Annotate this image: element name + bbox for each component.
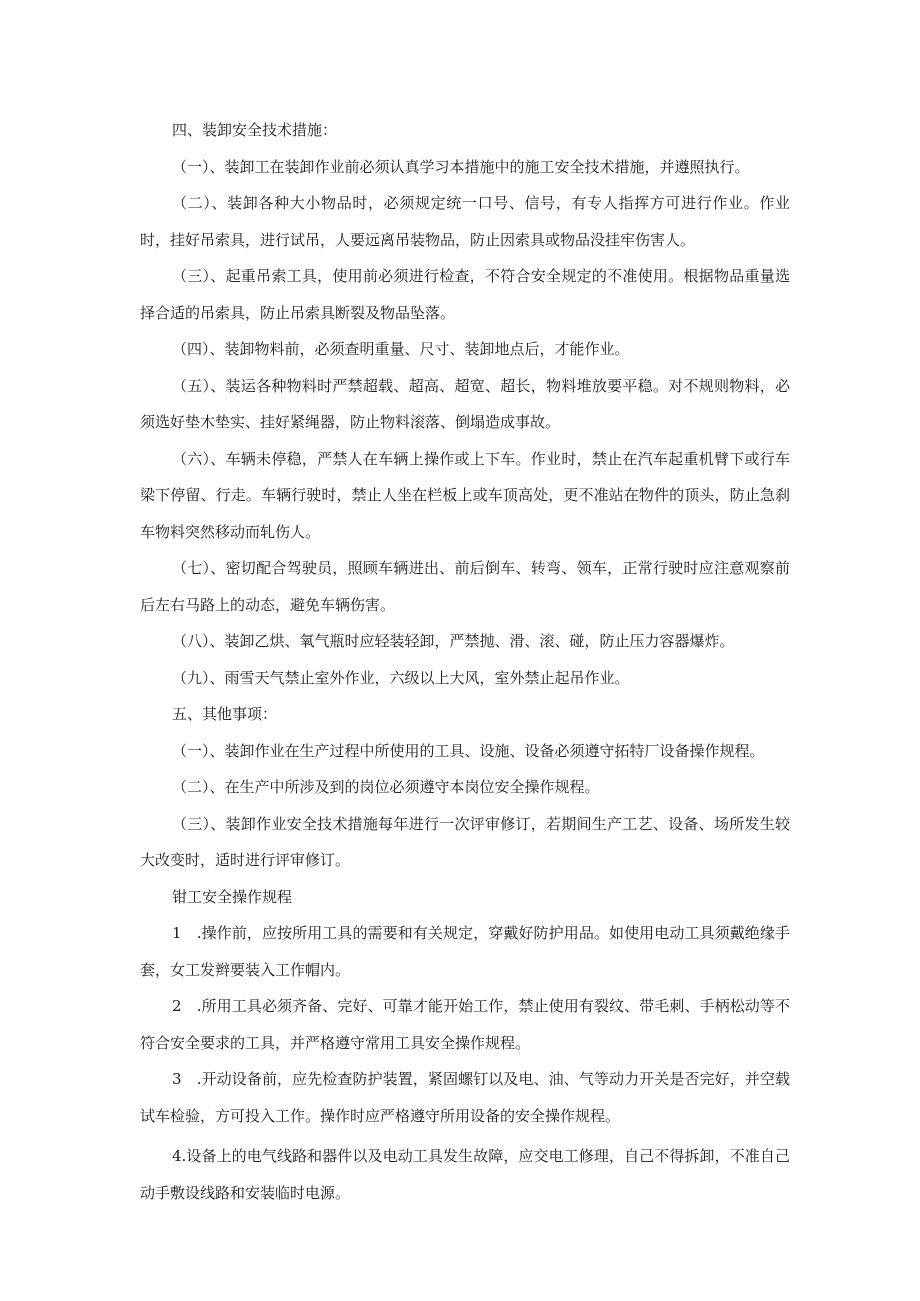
fitter-item-1: 1 .操作前，应按所用工具的需要和有关规定，穿戴好防护用品。如使用电动工具须戴绝缘手套，女工发辫要装入工作帽内。 <box>140 924 790 979</box>
section-4-item-6: （六）、车辆未停稳，严禁人在车辆上操作或上下车。作业时，禁止在汽车起重机臂下或行车梁下停留、行走。车辆行驶时，禁止人坐在栏板上或车顶高处，更不准站在物件的顶头，防止急刹车物料突然移动而轧伤人。 <box>140 449 790 541</box>
fitter-item-2: 2 .所用工具必须齐备、完好、可靠才能开始工作，禁止使用有裂纹、带毛刺、手柄松动等不符合安全要求的工具，并严格遵守常用工具安全操作规程。 <box>140 997 790 1052</box>
section-4-item-8: （八）、装卸乙烘、氧气瓶时应轻装轻卸，严禁抛、滑、滚、碰，防止压力容器爆炸。 <box>172 632 735 650</box>
section-4-item-1: （一）、装卸工在装卸作业前必须认真学习本措施中的施工安全技术措施，并遵照执行。 <box>172 157 750 176</box>
section-4-item-7: （七）、密切配合驾驶员，照顾车辆进出、前后倒车、转弯、领车，正常行驶时应注意观察前后左右马路上的动态，避免车辆伤害。 <box>140 559 790 614</box>
section-5-item-2: （二）、在生产中所涉及到的岗位必须遵守本岗位安全操作规程。 <box>172 778 600 796</box>
section-4-heading: 四、装卸安全技术措施： <box>172 121 338 139</box>
fitter-safety-title: 钳工安全操作规程 <box>172 887 293 906</box>
fitter-item-3: 3 .开动设备前，应先检查防护装置，紧固螺钉以及电、油、气等动力开关是否完好，并空载试车检验，方可投入工作。操作时应严格遵守所用设备的安全操作规程。 <box>140 1070 790 1125</box>
section-4-item-4: （四）、装卸物料前，必须查明重量、尺寸、装卸地点后，才能作业。 <box>172 340 630 358</box>
document-body <box>140 112 790 1211</box>
section-5-heading: 五、其他事项： <box>172 705 278 723</box>
section-4-item-2: （二）、装卸各种大小物品时，必须规定统一口号、信号，有专人指挥方可进行作业。作业时，挂好吊索具，进行试吊，人要远离吊装物品，防止因索具或物品没挂牢伤害人。 <box>140 194 790 249</box>
section-4-item-5: （五）、装运各种物料时严禁超载、超高、超宽、超长，物料堆放要平稳。对不规则物料，必须选好垫木垫实、挂好紧绳器，防止物料滚落、倒塌造成事故。 <box>140 376 790 431</box>
section-4-item-9: （九）、雨雪天气禁止室外作业，六级以上大风，室外禁止起吊作业。 <box>172 668 630 687</box>
fitter-item-4: 4.设备上的电气线路和器件以及电动工具发生故障，应交电工修理，自己不得拆卸，不准自己动手敷设线路和安装临时电源。 <box>140 1147 790 1202</box>
section-5-item-3: （三）、装卸作业安全技术措施每年进行一次评审修订，若期间生产工艺、设备、场所发生较大改变时，适时进行评审修订。 <box>140 814 790 869</box>
section-4-item-3: （三）、起重吊索工具，使用前必须进行检查，不符合安全规定的不准使用。根据物品重量选择合适的吊索具，防止吊索具断裂及物品坠落。 <box>140 267 790 322</box>
section-5-item-1: （一）、装卸作业在生产过程中所使用的工具、设施、设备必须遵守拓特厂设备操作规程。 <box>172 741 765 760</box>
